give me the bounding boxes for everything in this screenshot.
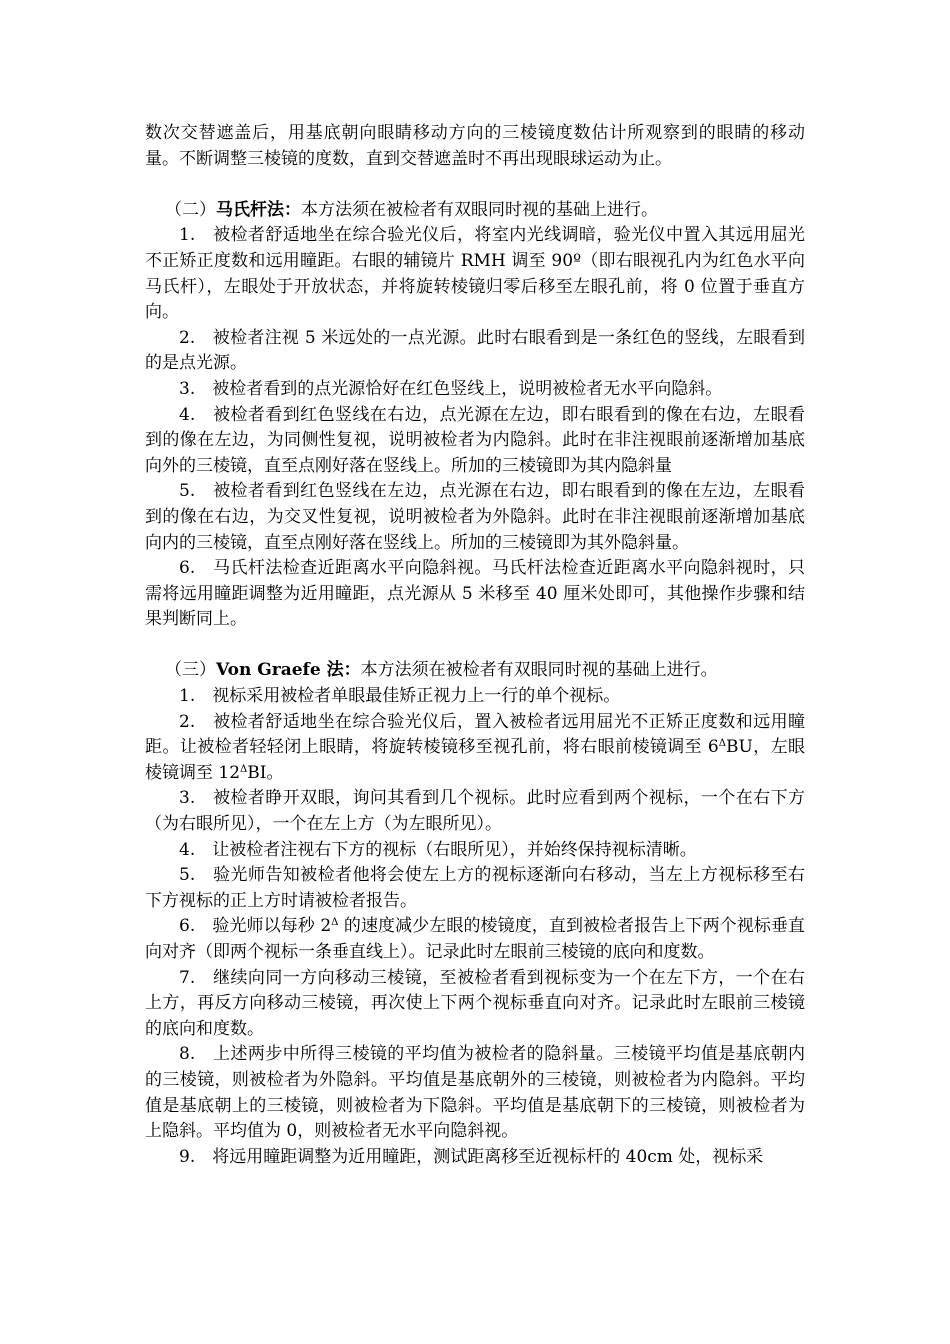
item-6-text-b: 的速度减少左眼的棱镜度，直到被检者报告上下两个视标垂直向对齐（即两个视标一条垂直线上）。记录此时左眼前三棱镜的底向和度数。 — [145, 916, 805, 962]
section-2-item-4: 4. 被检者看到红色竖线在右边，点光源在左边，即右眼看到的像在右边，左眼看到的像在左边，为同侧性复视，说明被检者为内隐斜。此时在非注视眼前逐渐增加基底向外的三棱镜，直至点刚好落在竖线上。所加的三棱镜即为其内隐斜量 — [145, 404, 805, 476]
prism-diopter-symbol: Δ — [331, 917, 339, 929]
section-2-item-2: 2. 被检者注视 5 米远处的一点光源。此时右眼看到是一条红色的竖线，左眼看到的是点光源。 — [145, 327, 805, 374]
paragraph-spacer — [145, 633, 805, 659]
item-2-text-c: BI。 — [247, 762, 284, 783]
section-3-item-4: 4. 让被检者注视右下方的视标（右眼所见），并始终保持视标清晰。 — [179, 839, 697, 860]
section-3-item-8: 8. 上述两步中所得三棱镜的平均值为被检者的隐斜量。三棱镜平均值是基底朝内的三棱镜，则被检者为外隐斜。平均值是基底朝外的三棱镜，则被检者为内隐斜。平均值是基底朝上的三棱镜，则被检者为下隐斜。平均值是基底朝下的三棱镜，则被检者为上隐斜。平均值为 0，则被检者无水平向隐斜视。 — [145, 1044, 805, 1142]
section-2-intro: 本方法须在被检者有双眼同时视的基础上进行。 — [301, 199, 658, 220]
section-3-item-7: 7. 继续向同一方向移动三棱镜，至被检者看到视标变为一个在左下方，一个在右上方，再反方向移动三棱镜，再次使上下两个视标垂直向对齐。记录此时左眼前三棱镜的底向和度数。 — [145, 967, 805, 1039]
section-3-prefix: （三） — [165, 660, 216, 681]
section-2-title: 马氏杆法： — [216, 199, 301, 220]
intro-paragraph: 数次交替遮盖后，用基底朝向眼睛移动方向的三棱镜度数估计所观察到的眼睛的移动量。不断调整三棱镜的度数，直到交替遮盖时不再出现眼球运动为止。 — [145, 123, 805, 169]
section-3-item-9: 9. 将远用瞳距调整为近用瞳距，测试距离移至近视标杆的 40cm 处，视标采 — [179, 1146, 764, 1167]
section-2-item-5: 5. 被检者看到红色竖线在左边，点光源在右边，即右眼看到的像在左边，左眼看到的像在右边，为交叉性复视，说明被检者为外隐斜。此时在非注视眼前逐渐增加基底向内的三棱镜，直至点刚好落在竖线上。所加的三棱镜即为其外隐斜量。 — [145, 481, 805, 553]
item-2-text-a: 2. 被检者舒适地坐在综合验光仪后，置入被检者远用屈光不正矫正度数和远用瞳距。让被检者轻轻闭上眼睛，将旋转棱镜移至视孔前，将右眼前棱镜调至 6 — [145, 711, 805, 758]
item-6-text-a: 6. 验光师以每秒 2 — [179, 916, 332, 937]
section-2-prefix: （二） — [165, 199, 216, 220]
section-3-item-6 — [145, 914, 805, 965]
prism-diopter-symbol: Δ — [718, 738, 726, 750]
section-3-item-5: 5. 验光师告知被检者他将会使左上方的视标逐渐向右移动，当左上方视标移至右下方视标的正上方时请被检者报告。 — [145, 865, 805, 911]
section-3-intro: 本方法须在被检者有双眼同时视的基础上进行。 — [360, 660, 718, 681]
section-3-item-1: 1. 视标采用被检者单眼最佳矫正视力上一行的单个视标。 — [179, 686, 621, 707]
section-3-title: Von Graefe 法： — [216, 660, 361, 681]
section-2-item-1: 1. 被检者舒适地坐在综合验光仪后，将室内光线调暗，验光仪中置入其远用屈光不正矫正度数和远用瞳距。右眼的辅镜片 RMH 调至 90º（即右眼视孔内为红色水平向马氏杆），左眼处于开放状态，并将旋转棱镜归零后移至左眼孔前，将 0 位置于垂直方向。 — [145, 225, 805, 323]
section-2-heading — [145, 198, 805, 224]
section-2-item-3: 3. 被检者看到的点光源恰好在红色竖线上，说明被检者无水平向隐斜。 — [179, 378, 723, 399]
paragraph-spacer — [145, 172, 805, 198]
section-3-item-3: 3. 被检者睁开双眼，询问其看到几个视标。此时应看到两个视标，一个在右下方（为右眼所见），一个在左上方（为左眼所见）。 — [145, 788, 805, 835]
section-2-item-6: 6. 马氏杆法检查近距离水平向隐斜视。马氏杆法检查近距离水平向隐斜视时，只需将远用瞳距调整为近用瞳距，点光源从 5 米移至 40 厘米处即可，其他操作步骤和结果判断同上。 — [145, 558, 805, 630]
section-3-item-2 — [145, 710, 805, 787]
document-page — [145, 121, 805, 1170]
prism-diopter-symbol: Δ — [240, 763, 248, 775]
item-2-text-b: BU，左眼棱镜调至 12 — [145, 737, 805, 783]
section-3-heading — [145, 658, 805, 684]
